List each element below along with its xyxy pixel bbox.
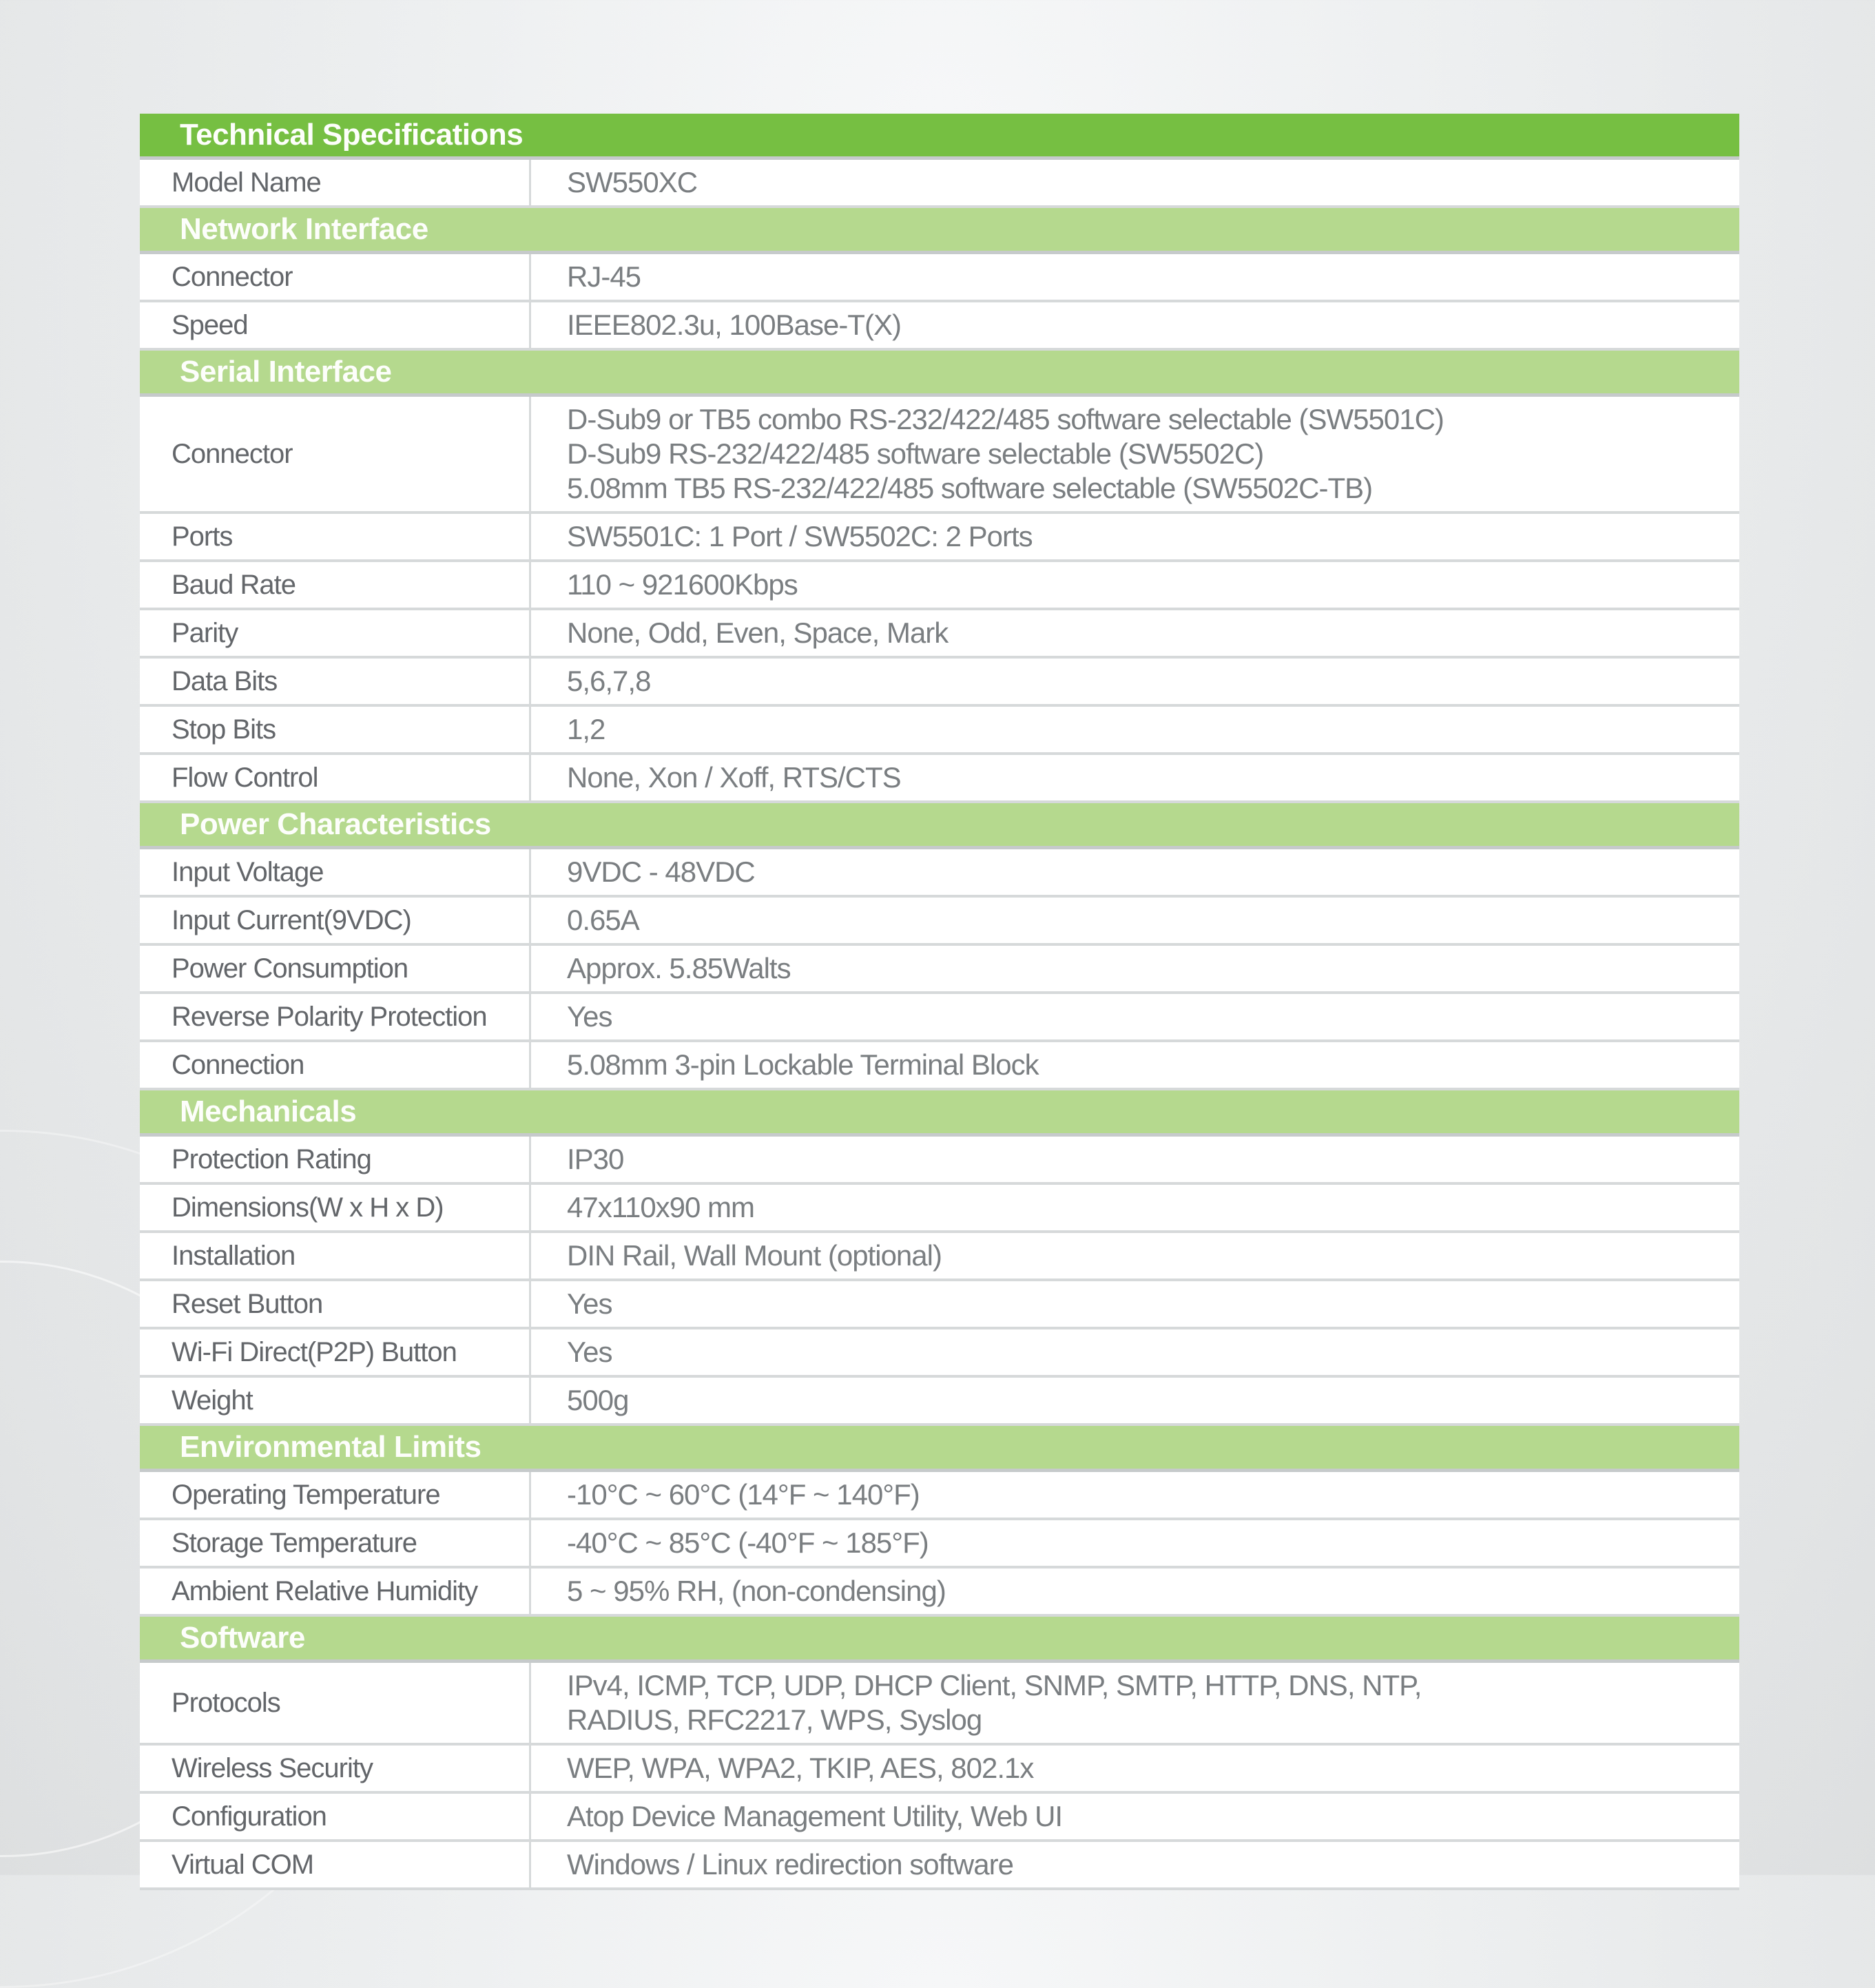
spec-label: Protocols bbox=[172, 1688, 280, 1718]
section-header-label: Environmental Limits bbox=[180, 1430, 481, 1464]
spec-label: Configuration bbox=[172, 1801, 327, 1832]
spec-row-virtual-com bbox=[140, 1842, 1739, 1890]
spec-value: Approx. 5.85Walts bbox=[529, 946, 1739, 991]
spec-label: Reverse Polarity Protection bbox=[172, 1002, 487, 1032]
spec-value: 5,6,7,8 bbox=[529, 659, 1739, 704]
spec-value: RJ-45 bbox=[529, 254, 1739, 300]
spec-value bbox=[529, 1663, 1739, 1743]
spec-row-installation bbox=[140, 1233, 1739, 1281]
spec-label: Connector bbox=[172, 262, 293, 292]
spec-row-weight bbox=[140, 1378, 1739, 1426]
section-header-serial-interface bbox=[140, 351, 1739, 397]
spec-label: Ports bbox=[172, 521, 233, 552]
section-header-environmental-limits bbox=[140, 1426, 1739, 1472]
spec-row-protection-rating bbox=[140, 1137, 1739, 1185]
spec-value: SW5501C: 1 Port / SW5502C: 2 Ports bbox=[529, 514, 1739, 559]
spec-row-ambient-relative-humidity bbox=[140, 1568, 1739, 1617]
section-header-label: Serial Interface bbox=[180, 355, 392, 389]
spec-row-connection bbox=[140, 1042, 1739, 1090]
technical-specifications-table bbox=[140, 114, 1739, 1890]
spec-value: 9VDC - 48VDC bbox=[529, 849, 1739, 895]
spec-value: Atop Device Management Utility, Web UI bbox=[529, 1794, 1739, 1839]
spec-label: Connector bbox=[172, 439, 293, 469]
spec-row-input-current bbox=[140, 898, 1739, 946]
section-header-label: Software bbox=[180, 1621, 305, 1655]
spec-value: Yes bbox=[529, 994, 1739, 1039]
spec-value-line: D-Sub9 RS-232/422/485 software selectable (SW5502C) bbox=[567, 437, 1264, 470]
spec-value: 0.65A bbox=[529, 898, 1739, 943]
spec-value: 110 ~ 921600Kbps bbox=[529, 562, 1739, 608]
section-header-network-interface bbox=[140, 208, 1739, 254]
spec-label: Wi-Fi Direct(P2P) Button bbox=[172, 1337, 457, 1367]
spec-label: Stop Bits bbox=[172, 714, 276, 745]
spec-row-input-voltage bbox=[140, 849, 1739, 898]
spec-row-parity bbox=[140, 610, 1739, 659]
spec-label: Speed bbox=[172, 310, 248, 340]
spec-value: Windows / Linux redirection software bbox=[529, 1842, 1739, 1887]
spec-value-line: 5.08mm TB5 RS-232/422/485 software selectable (SW5502C-TB) bbox=[567, 472, 1373, 504]
spec-value: None, Odd, Even, Space, Mark bbox=[529, 610, 1739, 656]
spec-label: Connection bbox=[172, 1050, 304, 1080]
section-header-label: Mechanicals bbox=[180, 1095, 357, 1128]
spec-value-line: IPv4, ICMP, TCP, UDP, DHCP Client, SNMP, SMTP, HTTP, DNS, NTP, bbox=[567, 1669, 1422, 1701]
spec-value: WEP, WPA, WPA2, TKIP, AES, 802.1x bbox=[529, 1746, 1739, 1791]
spec-row-serial-connector bbox=[140, 397, 1739, 514]
spec-value: -40°C ~ 85°C (-40°F ~ 185°F) bbox=[529, 1520, 1739, 1566]
spec-value: Yes bbox=[529, 1329, 1739, 1375]
spec-row-stop-bits bbox=[140, 707, 1739, 755]
spec-row-power-consumption bbox=[140, 946, 1739, 994]
spec-row-dimensions bbox=[140, 1185, 1739, 1233]
spec-label: Parity bbox=[172, 618, 238, 648]
spec-value: SW550XC bbox=[529, 160, 1739, 205]
spec-row-operating-temperature bbox=[140, 1472, 1739, 1520]
spec-label: Dimensions(W x H x D) bbox=[172, 1192, 444, 1223]
spec-label: Virtual COM bbox=[172, 1850, 314, 1880]
spec-label: Wireless Security bbox=[172, 1753, 373, 1783]
spec-label: Input Current(9VDC) bbox=[172, 905, 411, 935]
spec-value: 47x110x90 mm bbox=[529, 1185, 1739, 1230]
spec-row-ports bbox=[140, 514, 1739, 562]
spec-label: Ambient Relative Humidity bbox=[172, 1576, 478, 1606]
spec-label: Baud Rate bbox=[172, 570, 296, 600]
spec-value: 500g bbox=[529, 1378, 1739, 1423]
spec-row-baud-rate bbox=[140, 562, 1739, 610]
spec-row-speed bbox=[140, 302, 1739, 351]
spec-value: IP30 bbox=[529, 1137, 1739, 1182]
spec-label: Weight bbox=[172, 1385, 253, 1416]
spec-row-storage-temperature bbox=[140, 1520, 1739, 1568]
spec-value: None, Xon / Xoff, RTS/CTS bbox=[529, 755, 1739, 800]
spec-value-line: D-Sub9 or TB5 combo RS-232/422/485 software selectable (SW5501C) bbox=[567, 403, 1444, 435]
spec-value: IEEE802.3u, 100Base-T(X) bbox=[529, 302, 1739, 348]
spec-value: -10°C ~ 60°C (14°F ~ 140°F) bbox=[529, 1472, 1739, 1518]
spec-label: Power Consumption bbox=[172, 953, 408, 984]
spec-row-reverse-polarity-protection bbox=[140, 994, 1739, 1042]
spec-value-line: RADIUS, RFC2217, WPS, Syslog bbox=[567, 1704, 982, 1736]
spec-value: 5 ~ 95% RH, (non-condensing) bbox=[529, 1568, 1739, 1614]
section-header-label: Network Interface bbox=[180, 212, 428, 246]
spec-label: Storage Temperature bbox=[172, 1528, 417, 1558]
section-header-software bbox=[140, 1617, 1739, 1663]
spec-row-wireless-security bbox=[140, 1746, 1739, 1794]
spec-label: Model Name bbox=[172, 167, 321, 198]
spec-row-protocols bbox=[140, 1663, 1739, 1746]
spec-value: Yes bbox=[529, 1281, 1739, 1327]
section-header-mechanicals bbox=[140, 1090, 1739, 1137]
spec-row-network-connector bbox=[140, 254, 1739, 302]
section-header-power-characteristics bbox=[140, 803, 1739, 849]
section-header-label: Power Characteristics bbox=[180, 807, 491, 841]
spec-label: Reset Button bbox=[172, 1289, 323, 1319]
section-header-technical-specifications bbox=[140, 114, 1739, 160]
spec-label: Protection Rating bbox=[172, 1144, 371, 1174]
spec-label: Flow Control bbox=[172, 763, 318, 793]
spec-value bbox=[529, 397, 1739, 511]
spec-label: Input Voltage bbox=[172, 857, 324, 887]
section-header-label: Technical Specifications bbox=[180, 118, 524, 152]
spec-value: 5.08mm 3-pin Lockable Terminal Block bbox=[529, 1042, 1739, 1088]
spec-value: 1,2 bbox=[529, 707, 1739, 752]
spec-label: Installation bbox=[172, 1241, 296, 1271]
spec-value: DIN Rail, Wall Mount (optional) bbox=[529, 1233, 1739, 1278]
spec-label: Operating Temperature bbox=[172, 1480, 440, 1510]
spec-row-configuration bbox=[140, 1794, 1739, 1842]
spec-row-model-name bbox=[140, 160, 1739, 208]
spec-row-data-bits bbox=[140, 659, 1739, 707]
spec-label: Data Bits bbox=[172, 666, 278, 696]
spec-row-wifi-direct-button bbox=[140, 1329, 1739, 1378]
spec-row-flow-control bbox=[140, 755, 1739, 803]
spec-row-reset-button bbox=[140, 1281, 1739, 1329]
